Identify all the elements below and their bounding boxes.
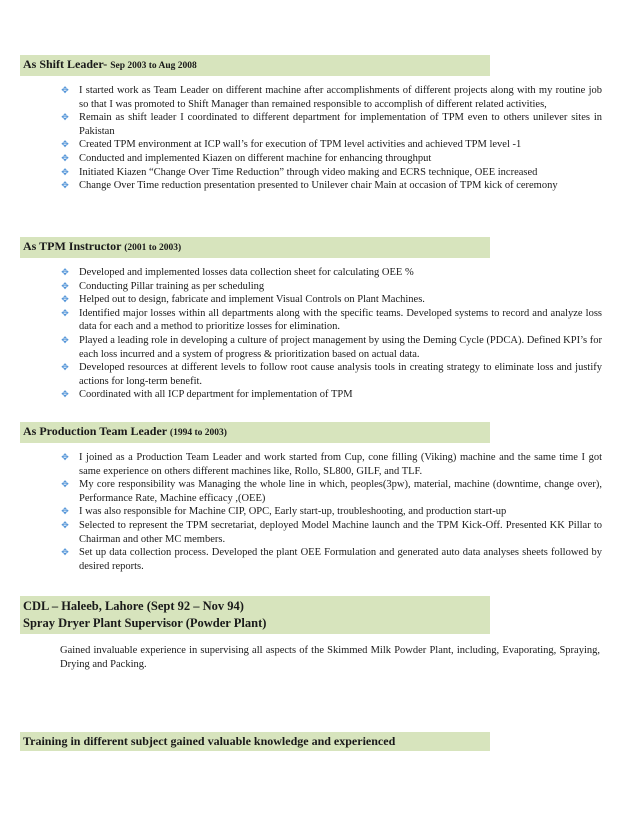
- diamond-star-icon: ✥: [61, 280, 69, 291]
- diamond-star-icon: ✥: [61, 506, 69, 517]
- list-item: ✥ Conducting Pillar training as per scheduling: [61, 280, 265, 292]
- section-title: As Shift Leader-: [23, 57, 108, 71]
- diamond-star-icon: ✥: [61, 547, 69, 558]
- list-item: ✥ Developed and implemented losses data collection sheet for calculating OEE %: [61, 267, 414, 278]
- list-item: ✥ I was also responsible for Machine CIP, OPC, Early start-up, troubleshooting, and production start-up: [61, 506, 507, 518]
- list-item: ✥ Change Over Time reduction presentation presented to Unilever chair Main at occasion of TPM kick of ceremony: [61, 180, 558, 192]
- diamond-star-icon: ✥: [61, 180, 69, 191]
- section-dates: Sep 2003 to Aug 2008: [110, 61, 197, 71]
- section-header-shift-leader: [20, 55, 490, 76]
- section-title: As Production Team Leader: [23, 424, 167, 438]
- list-item: ✥ Selected to represent the TPM secretariat, deployed Model Machine launch and the TPM Kick-Off. Presented KK Pillar to Chairman and other MC members.: [61, 519, 602, 545]
- list-item: ✥ Created TPM environment at ICP wall’s for execution of TPM level activities and achieved TPM level -1: [61, 139, 522, 151]
- diamond-star-icon: ✥: [61, 112, 69, 123]
- section-dates: (2001 to 2003): [124, 243, 182, 253]
- cdl-description: Gained invaluable experience in supervising all aspects of the Skimmed Milk Powder Plant, including, Evaporating, Spraying, Drying and Packing.: [60, 645, 600, 670]
- training-header: Training in different subject gained valuable knowledge and experienced: [20, 732, 490, 751]
- bullet-list-tpm-instructor: [58, 266, 602, 402]
- cdl-company-line: CDL – Haleeb, Lahore (Sept 92 – Nov 94): [23, 599, 244, 613]
- section-dates: (1994 to 2003): [169, 428, 227, 438]
- diamond-star-icon: ✥: [61, 479, 69, 490]
- list-item: ✥ Coordinated with all ICP department for implementation of TPM: [61, 389, 353, 401]
- list-item: ✥ Initiated Kiazen “Change Over Time Reduction” through video making and ECRS technique, OEE increased: [61, 166, 538, 178]
- diamond-star-icon: ✥: [61, 294, 69, 305]
- section-header-tpm-instructor: [20, 237, 490, 258]
- list-item: ✥ Developed resources at different levels to follow root cause analysis tools in creating strategy to eliminate loss and justify actions for long-term benefit.: [61, 362, 602, 387]
- list-item: ✥ Played a leading role in developing a culture of project management by using the Deming Cycle (PDCA). Defined KPI’s for each loss incurred and a system of progress & prioritization based on actual data.: [61, 334, 602, 360]
- list-item: ✥ My core responsibility was Managing the whole line in which, peoples(3pw), material, machine (downtime, change over), Performance Rate, Machine efficacy ,(OEE): [61, 479, 602, 504]
- bullet-list-shift-leader: [58, 84, 602, 193]
- list-item: ✥ Set up data collection process. Developed the plant OEE Formulation and generated auto data analyses sheets followed by desired reports.: [61, 547, 602, 572]
- list-item: ✥ I joined as a Production Team Leader and work started from Cup, cone filling (Viking) machine and the same time I got same experience on others different machines like, Rollo, SL800, GILF, and TLF.: [61, 452, 602, 477]
- cdl-role-line: Spray Dryer Plant Supervisor (Powder Plant): [23, 616, 267, 630]
- section-header-production-team-leader: [20, 422, 490, 443]
- diamond-star-icon: ✥: [61, 452, 69, 462]
- list-item: ✥ Conducted and implemented Kiazen on different machine for enhancing throughput: [61, 152, 432, 164]
- diamond-star-icon: ✥: [61, 267, 69, 277]
- section-title: As TPM Instructor: [23, 239, 122, 253]
- diamond-star-icon: ✥: [61, 519, 69, 530]
- diamond-star-icon: ✥: [61, 152, 69, 163]
- cdl-header: [20, 596, 490, 634]
- diamond-star-icon: ✥: [61, 389, 69, 400]
- list-item: ✥ Remain as shift leader I coordinated to different department for implementation of TPM even to others unilever sites in Pakistan: [61, 112, 602, 137]
- list-item: ✥ Identified major losses within all departments along with the specific teams. Developed systems to record and analyze loss data for each and a method to prioritize losses for elimination.: [61, 307, 602, 333]
- diamond-star-icon: ✥: [61, 307, 69, 318]
- diamond-star-icon: ✥: [61, 85, 69, 95]
- diamond-star-icon: ✥: [61, 139, 69, 150]
- list-item: ✥ I started work as Team Leader on different machine after accomplishments of different projects along with my routine job so that I was promoted to Shift Manager than remained responsible to accomplish of different related activities,: [61, 85, 602, 110]
- diamond-star-icon: ✥: [61, 362, 69, 373]
- list-item: ✥ Helped out to design, fabricate and implement Visual Controls on Plant Machines.: [61, 294, 425, 306]
- diamond-star-icon: ✥: [61, 166, 69, 177]
- bullet-list-production-team-leader: [58, 451, 602, 573]
- diamond-star-icon: ✥: [61, 334, 69, 345]
